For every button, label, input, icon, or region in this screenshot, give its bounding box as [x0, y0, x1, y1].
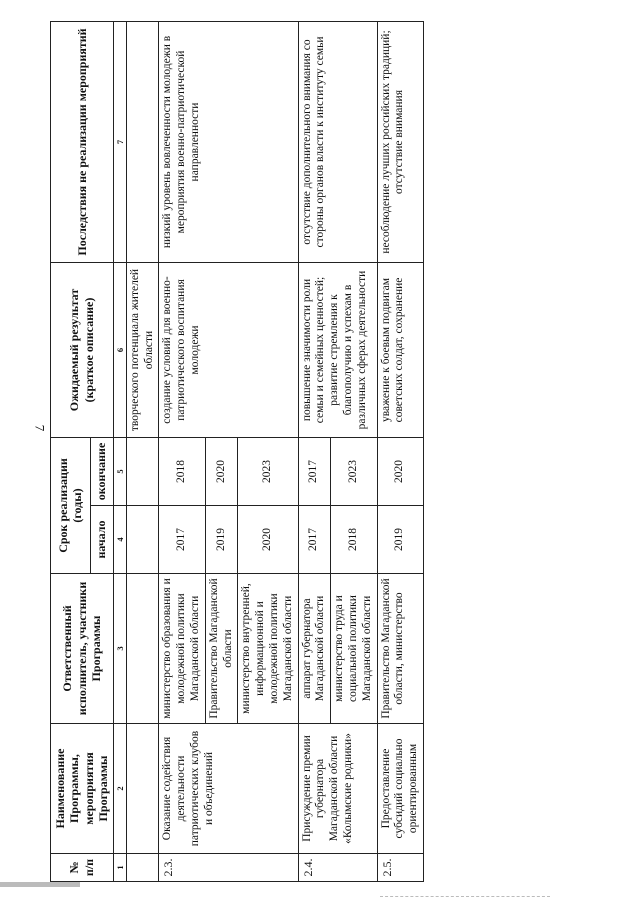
table-row: [159, 22, 205, 882]
row-executor: Правительство Магаданской области, министерство: [377, 574, 423, 724]
header-no: № п/п: [51, 854, 114, 882]
scan-mark: [0, 882, 80, 887]
row-start: 2019: [205, 506, 238, 574]
table-row: [298, 22, 331, 882]
index-cell: 2: [113, 724, 126, 854]
row-start: 2019: [377, 506, 423, 574]
index-row: [113, 22, 126, 882]
header-result: Ожидаемый результат (краткое описание): [51, 263, 114, 438]
row-number: 2.5.: [377, 854, 423, 882]
index-cell: 3: [113, 574, 126, 724]
index-cell: 4: [113, 506, 126, 574]
header-start: начало: [90, 506, 113, 574]
row-executor: министерство труда и социальной политики Магаданской области: [331, 574, 377, 724]
index-cell: 5: [113, 438, 126, 506]
row-start: 2018: [331, 506, 377, 574]
index-cell: 1: [113, 854, 126, 882]
row-executor: Правительство Магаданской области: [205, 574, 238, 724]
row-start: 2020: [238, 506, 298, 574]
row-result: повышение значимости роли семьи и семейных ценностей; развитие стремления к благополучию и успехам в различных сферах деятельности: [298, 263, 377, 438]
scan-line: [380, 896, 550, 897]
row-consequences: отсутствие дополнительного внимания со стороны органов власти к институту семьи: [298, 22, 377, 263]
row-number: 2.3.: [159, 854, 298, 882]
continuation-result: творческого потенциала жителей области: [126, 263, 159, 438]
header-executor: Ответственный исполнитель, участники Программы: [51, 574, 114, 724]
row-start: 2017: [159, 506, 205, 574]
row-executor: министерство образования и молодежной политики Магаданской области: [159, 574, 205, 724]
row-result: уважение к боевым подвигам советских солдат, сохранение: [377, 263, 423, 438]
row-result: создание условий для военно-патриотического воспитания молодежи: [159, 263, 298, 438]
header-end: окончание: [90, 438, 113, 506]
row-end: 2017: [298, 438, 331, 506]
row-start: 2017: [298, 506, 331, 574]
row-number: 2.4.: [298, 854, 377, 882]
row-end: 2023: [331, 438, 377, 506]
row-end: 2023: [238, 438, 298, 506]
program-table: [50, 21, 424, 882]
row-name: Оказание содействия деятельности патриотических клубов и объединений: [159, 724, 298, 854]
index-cell: 7: [113, 22, 126, 263]
continuation-row: [126, 22, 159, 882]
row-executor: министерство внутренней, информационной и молодежной политики Магаданской области: [238, 574, 298, 724]
row-name: Присуждение премии губернатора Магаданской области «Колымские родники»: [298, 724, 377, 854]
header-consequences: Последствия не реализации мероприятий: [51, 22, 114, 263]
row-name: Предоставление субсидий социально ориентированным: [377, 724, 423, 854]
table-row: [377, 22, 423, 882]
row-consequences: несоблюдение лучших российских традиций; отсутствие внимания: [377, 22, 423, 263]
page-number: 7: [32, 424, 48, 432]
header-row: [51, 22, 91, 882]
index-cell: 6: [113, 263, 126, 438]
row-end: 2018: [159, 438, 205, 506]
rotated-table-wrapper: [50, 22, 590, 882]
row-executor: аппарат губернатора Магаданской области: [298, 574, 331, 724]
row-end: 2020: [205, 438, 238, 506]
row-end: 2020: [377, 438, 423, 506]
header-term: Срок реализации (годы): [51, 438, 91, 574]
row-consequences: низкий уровень вовлеченности молодежи в мероприятия военно-патриотической направленности: [159, 22, 298, 263]
header-name: Наименование Программы, мероприятия Программы: [51, 724, 114, 854]
